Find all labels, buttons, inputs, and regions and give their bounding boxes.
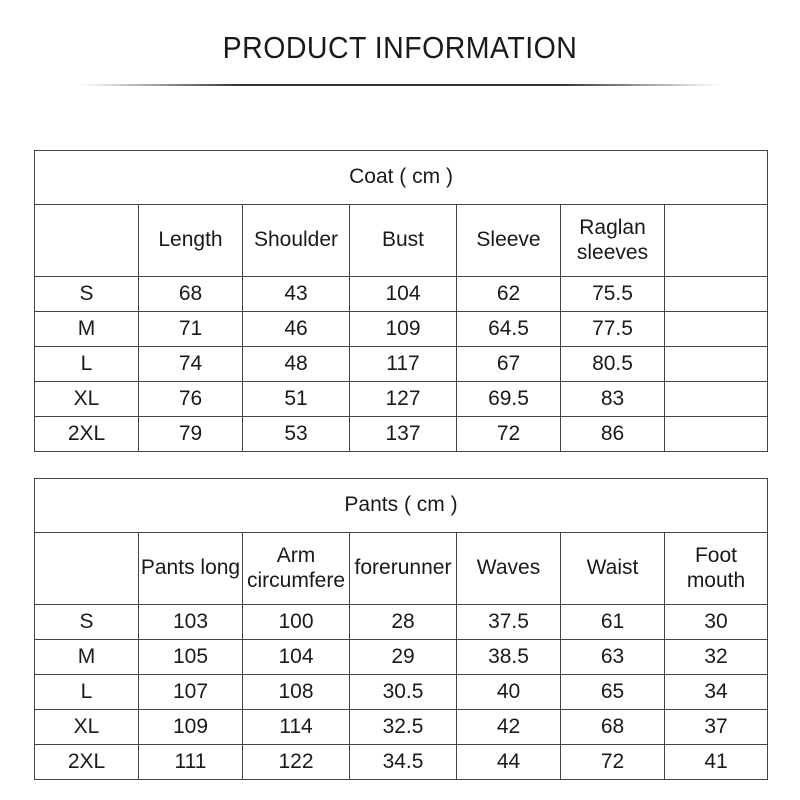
table-cell: 109 bbox=[350, 312, 457, 347]
size-label: 2XL bbox=[35, 745, 139, 780]
table-row bbox=[35, 640, 768, 675]
table-row bbox=[35, 605, 768, 640]
page-title: PRODUCT INFORMATION bbox=[222, 30, 578, 65]
coat-header-cell: Sleeve bbox=[457, 205, 561, 277]
pants-header-cell: Arm circumfere bbox=[243, 533, 350, 605]
table-cell: 72 bbox=[457, 417, 561, 452]
table-row bbox=[35, 675, 768, 710]
table-cell: 80.5 bbox=[561, 347, 665, 382]
coat-header-cell bbox=[665, 205, 768, 277]
size-label: L bbox=[35, 675, 139, 710]
table-row bbox=[35, 347, 768, 382]
table-cell bbox=[665, 417, 768, 452]
pants-header-cell: Waves bbox=[457, 533, 561, 605]
table-cell: 68 bbox=[139, 277, 243, 312]
size-label: S bbox=[35, 605, 139, 640]
coat-header-row bbox=[35, 205, 768, 277]
table-cell: 117 bbox=[350, 347, 457, 382]
table-cell: 42 bbox=[457, 710, 561, 745]
table-cell bbox=[665, 312, 768, 347]
table-cell bbox=[665, 347, 768, 382]
coat-header-cell: Raglan sleeves bbox=[561, 205, 665, 277]
table-cell: 64.5 bbox=[457, 312, 561, 347]
table-cell: 51 bbox=[243, 382, 350, 417]
table-cell: 44 bbox=[457, 745, 561, 780]
table-cell: 41 bbox=[665, 745, 768, 780]
table-cell bbox=[665, 382, 768, 417]
coat-header-cell: Length bbox=[139, 205, 243, 277]
table-cell: 83 bbox=[561, 382, 665, 417]
pants-header-cell: Foot mouth bbox=[665, 533, 768, 605]
table-cell: 72 bbox=[561, 745, 665, 780]
table-cell: 37 bbox=[665, 710, 768, 745]
table-cell: 62 bbox=[457, 277, 561, 312]
table-cell: 32 bbox=[665, 640, 768, 675]
size-label: M bbox=[35, 640, 139, 675]
table-cell: 76 bbox=[139, 382, 243, 417]
table-cell: 40 bbox=[457, 675, 561, 710]
table-cell: 127 bbox=[350, 382, 457, 417]
table-cell: 46 bbox=[243, 312, 350, 347]
table-cell: 108 bbox=[243, 675, 350, 710]
table-cell: 38.5 bbox=[457, 640, 561, 675]
coat-header-cell bbox=[35, 205, 139, 277]
table-cell: 71 bbox=[139, 312, 243, 347]
table-row bbox=[35, 745, 768, 780]
pants-table-caption: Pants ( cm ) bbox=[35, 479, 768, 533]
table-cell: 43 bbox=[243, 277, 350, 312]
table-cell: 137 bbox=[350, 417, 457, 452]
table-cell: 86 bbox=[561, 417, 665, 452]
table-cell: 37.5 bbox=[457, 605, 561, 640]
pants-header-cell: Waist bbox=[561, 533, 665, 605]
table-row bbox=[35, 382, 768, 417]
table-cell: 28 bbox=[350, 605, 457, 640]
size-label: 2XL bbox=[35, 417, 139, 452]
table-cell: 104 bbox=[350, 277, 457, 312]
size-label: XL bbox=[35, 382, 139, 417]
size-label: M bbox=[35, 312, 139, 347]
table-cell: 30.5 bbox=[350, 675, 457, 710]
table-cell: 53 bbox=[243, 417, 350, 452]
table-row bbox=[35, 312, 768, 347]
table-cell: 34 bbox=[665, 675, 768, 710]
coat-header-cell: Bust bbox=[350, 205, 457, 277]
table-cell: 29 bbox=[350, 640, 457, 675]
pants-header-cell: forerunner bbox=[350, 533, 457, 605]
table-cell: 100 bbox=[243, 605, 350, 640]
table-cell: 109 bbox=[139, 710, 243, 745]
pants-header-cell: Pants long bbox=[139, 533, 243, 605]
size-label: L bbox=[35, 347, 139, 382]
table-cell: 34.5 bbox=[350, 745, 457, 780]
table-cell: 103 bbox=[139, 605, 243, 640]
table-cell: 68 bbox=[561, 710, 665, 745]
size-label: S bbox=[35, 277, 139, 312]
table-row bbox=[35, 417, 768, 452]
table-cell: 105 bbox=[139, 640, 243, 675]
table-cell: 69.5 bbox=[457, 382, 561, 417]
table-cell: 114 bbox=[243, 710, 350, 745]
table-cell: 65 bbox=[561, 675, 665, 710]
table-cell: 67 bbox=[457, 347, 561, 382]
table-cell: 63 bbox=[561, 640, 665, 675]
coat-table-caption: Coat ( cm ) bbox=[35, 151, 768, 205]
pants-size-table bbox=[34, 478, 768, 780]
table-cell: 122 bbox=[243, 745, 350, 780]
table-cell bbox=[665, 277, 768, 312]
table-cell: 79 bbox=[139, 417, 243, 452]
pants-header-row bbox=[35, 533, 768, 605]
table-cell: 48 bbox=[243, 347, 350, 382]
table-cell: 30 bbox=[665, 605, 768, 640]
table-row bbox=[35, 277, 768, 312]
size-label: XL bbox=[35, 710, 139, 745]
table-row bbox=[35, 710, 768, 745]
pants-header-cell bbox=[35, 533, 139, 605]
table-cell: 107 bbox=[139, 675, 243, 710]
table-cell: 77.5 bbox=[561, 312, 665, 347]
table-cell: 75.5 bbox=[561, 277, 665, 312]
coat-size-table bbox=[34, 150, 768, 452]
table-cell: 32.5 bbox=[350, 710, 457, 745]
coat-header-cell: Shoulder bbox=[243, 205, 350, 277]
title-divider bbox=[80, 84, 720, 86]
table-cell: 104 bbox=[243, 640, 350, 675]
table-cell: 111 bbox=[139, 745, 243, 780]
table-cell: 74 bbox=[139, 347, 243, 382]
table-cell: 61 bbox=[561, 605, 665, 640]
